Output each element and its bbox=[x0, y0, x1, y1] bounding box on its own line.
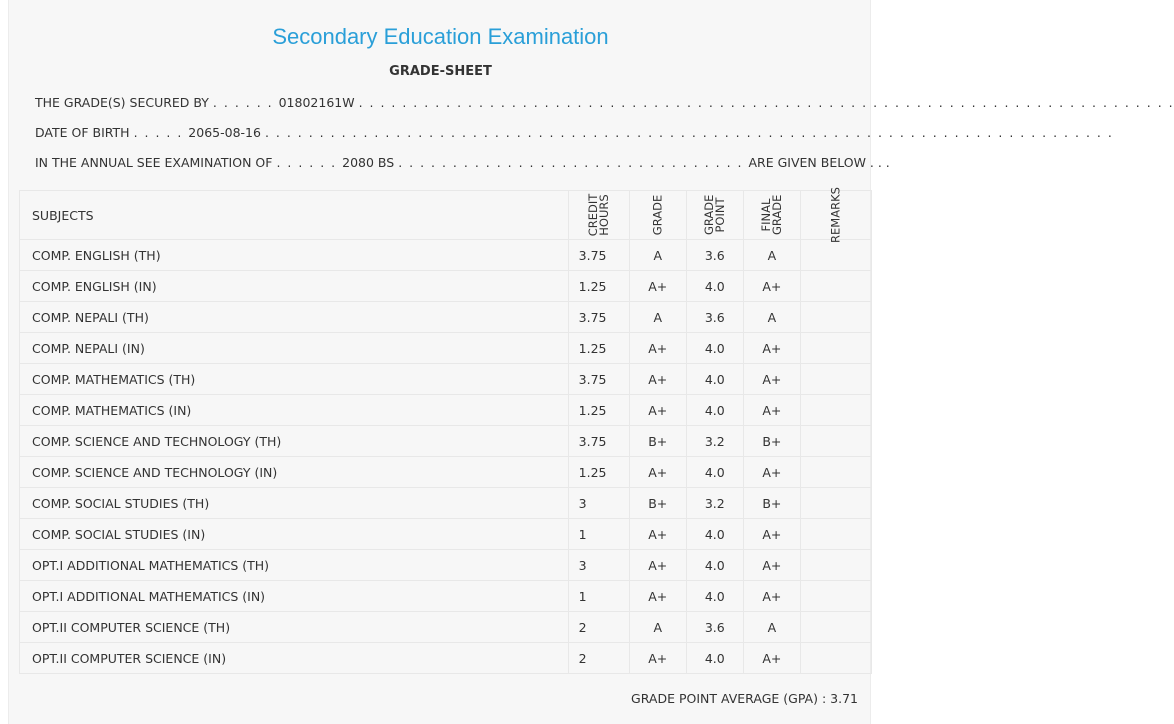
credit-hours-cell: 1.25 bbox=[568, 395, 629, 426]
credit-hours-cell: 1 bbox=[568, 581, 629, 612]
grade-cell: B+ bbox=[629, 488, 686, 519]
grade-sheet bbox=[8, 0, 1174, 724]
page-subtitle: GRADE-SHEET bbox=[389, 64, 492, 79]
subject-cell: COMP. SOCIAL STUDIES (TH) bbox=[20, 488, 569, 519]
remarks-cell bbox=[800, 426, 871, 457]
grade-point-cell: 4.0 bbox=[686, 550, 743, 581]
grade-cell: B+ bbox=[629, 426, 686, 457]
grades-table-body bbox=[20, 240, 872, 674]
final-grade-cell: A bbox=[743, 240, 800, 271]
subject-cell: COMP. MATHEMATICS (IN) bbox=[20, 395, 569, 426]
grade-point-cell: 4.0 bbox=[686, 271, 743, 302]
credit-hours-cell: 3 bbox=[568, 550, 629, 581]
subject-cell: OPT.II COMPUTER SCIENCE (TH) bbox=[20, 612, 569, 643]
grade-point-cell: 4.0 bbox=[686, 581, 743, 612]
gpa-value: 3.71 bbox=[830, 691, 858, 706]
remarks-cell bbox=[800, 550, 871, 581]
subject-cell: COMP. ENGLISH (IN) bbox=[20, 271, 569, 302]
dob-label: DATE OF BIRTH bbox=[35, 125, 130, 140]
credit-hours-cell: 1.25 bbox=[568, 457, 629, 488]
final-grade-cell: A+ bbox=[743, 333, 800, 364]
header-grade-point: GRADE POINT bbox=[686, 191, 743, 240]
grade-point-cell: 4.0 bbox=[686, 643, 743, 674]
credit-hours-cell: 3.75 bbox=[568, 302, 629, 333]
final-grade-cell: A+ bbox=[743, 550, 800, 581]
header-final-grade: FINAL GRADE bbox=[743, 191, 800, 240]
secured-by-label: THE GRADE(S) SECURED BY bbox=[35, 95, 209, 110]
table-row bbox=[20, 457, 872, 488]
exam-suffix: ARE GIVEN BELOW . . . bbox=[748, 155, 890, 170]
table-row bbox=[20, 519, 872, 550]
grades-table bbox=[19, 187, 872, 674]
credit-hours-cell: 3.75 bbox=[568, 364, 629, 395]
subject-cell: COMP. NEPALI (IN) bbox=[20, 333, 569, 364]
table-row bbox=[20, 581, 872, 612]
table-row bbox=[20, 550, 872, 581]
page-title: Secondary Education Examination bbox=[272, 24, 609, 49]
credit-hours-cell: 1.25 bbox=[568, 333, 629, 364]
subject-cell: COMP. ENGLISH (TH) bbox=[20, 240, 569, 271]
grade-point-cell: 3.6 bbox=[686, 612, 743, 643]
remarks-cell bbox=[800, 581, 871, 612]
grade-cell: A+ bbox=[629, 333, 686, 364]
grade-point-cell: 3.2 bbox=[686, 488, 743, 519]
credit-hours-cell: 3 bbox=[568, 488, 629, 519]
remarks-cell bbox=[800, 519, 871, 550]
header-grade: GRADE bbox=[629, 191, 686, 240]
subject-cell: COMP. SCIENCE AND TECHNOLOGY (IN) bbox=[20, 457, 569, 488]
grade-point-cell: 4.0 bbox=[686, 395, 743, 426]
credit-hours-cell: 1.25 bbox=[568, 271, 629, 302]
dob-line: DATE OF BIRTH . . . . . 2065-08-16 . . . . . . . . . . . . . . . . . . . . . . . . . . . . . . . . . . . . . . . . . . . . . . . . . . . . . . . . . . . . . . . . . . . . . . . . . . . . . . bbox=[35, 125, 1114, 140]
header-credit-hours: CREDIT HOURS bbox=[568, 191, 629, 240]
header-remarks: REMARKS bbox=[800, 191, 871, 240]
table-row bbox=[20, 271, 872, 302]
symbol-number: 01802161W bbox=[278, 95, 355, 110]
remarks-cell bbox=[800, 457, 871, 488]
final-grade-cell: A bbox=[743, 612, 800, 643]
remarks-cell bbox=[800, 364, 871, 395]
table-row bbox=[20, 643, 872, 674]
grade-point-cell: 4.0 bbox=[686, 457, 743, 488]
remarks-cell bbox=[800, 271, 871, 302]
final-grade-cell: A+ bbox=[743, 581, 800, 612]
remarks-cell bbox=[800, 333, 871, 364]
final-grade-cell: A+ bbox=[743, 364, 800, 395]
credit-hours-cell: 3.75 bbox=[568, 240, 629, 271]
exam-label: IN THE ANNUAL SEE EXAMINATION OF bbox=[35, 155, 273, 170]
table-row bbox=[20, 302, 872, 333]
grade-cell: A+ bbox=[629, 643, 686, 674]
credit-hours-cell: 2 bbox=[568, 612, 629, 643]
secured-by-line: THE GRADE(S) SECURED BY . . . . . . 01802161W . . . . . . . . . . . . . . . . . . . . . . . . . . . . . . . . . . . . . . . . . . . . . . . . . . . . . . . . . . . . . . . . . . . . . . . . . . . bbox=[35, 95, 1174, 110]
table-row bbox=[20, 426, 872, 457]
subject-cell: OPT.I ADDITIONAL MATHEMATICS (IN) bbox=[20, 581, 569, 612]
exam-year: 2080 BS bbox=[342, 155, 395, 170]
final-grade-cell: A+ bbox=[743, 395, 800, 426]
subject-cell: OPT.I ADDITIONAL MATHEMATICS (TH) bbox=[20, 550, 569, 581]
exam-line: IN THE ANNUAL SEE EXAMINATION OF . . . . . . 2080 BS . . . . . . . . . . . . . . . . . . . . . . . . . . . . . . . . ARE GIVEN BELOW . . . bbox=[35, 155, 890, 170]
table-header-row bbox=[20, 191, 872, 240]
table-row bbox=[20, 240, 872, 271]
credit-hours-cell: 1 bbox=[568, 519, 629, 550]
credit-hours-cell: 2 bbox=[568, 643, 629, 674]
final-grade-cell: A bbox=[743, 302, 800, 333]
grade-cell: A+ bbox=[629, 550, 686, 581]
remarks-cell bbox=[800, 395, 871, 426]
final-grade-cell: A+ bbox=[743, 519, 800, 550]
grade-point-cell: 4.0 bbox=[686, 519, 743, 550]
table-row bbox=[20, 395, 872, 426]
table-row bbox=[20, 488, 872, 519]
grade-cell: A+ bbox=[629, 271, 686, 302]
table-row bbox=[20, 612, 872, 643]
grade-point-cell: 4.0 bbox=[686, 333, 743, 364]
grade-point-cell: 4.0 bbox=[686, 364, 743, 395]
gpa-summary bbox=[631, 691, 858, 706]
grade-cell: A+ bbox=[629, 457, 686, 488]
grade-cell: A+ bbox=[629, 364, 686, 395]
table-row bbox=[20, 364, 872, 395]
grade-cell: A bbox=[629, 240, 686, 271]
subject-cell: OPT.II COMPUTER SCIENCE (IN) bbox=[20, 643, 569, 674]
grade-cell: A bbox=[629, 302, 686, 333]
remarks-cell bbox=[800, 240, 871, 271]
remarks-cell bbox=[800, 612, 871, 643]
grade-point-cell: 3.6 bbox=[686, 302, 743, 333]
remarks-cell bbox=[800, 302, 871, 333]
grade-cell: A+ bbox=[629, 395, 686, 426]
header-subjects: SUBJECTS bbox=[20, 191, 569, 240]
final-grade-cell: A+ bbox=[743, 643, 800, 674]
remarks-cell bbox=[800, 488, 871, 519]
date-of-birth: 2065-08-16 bbox=[188, 125, 261, 140]
final-grade-cell: A+ bbox=[743, 457, 800, 488]
subject-cell: COMP. SCIENCE AND TECHNOLOGY (TH) bbox=[20, 426, 569, 457]
final-grade-cell: B+ bbox=[743, 488, 800, 519]
final-grade-cell: B+ bbox=[743, 426, 800, 457]
credit-hours-cell: 3.75 bbox=[568, 426, 629, 457]
grade-cell: A+ bbox=[629, 519, 686, 550]
subject-cell: COMP. SOCIAL STUDIES (IN) bbox=[20, 519, 569, 550]
table-row bbox=[20, 333, 872, 364]
subject-cell: COMP. NEPALI (TH) bbox=[20, 302, 569, 333]
remarks-cell bbox=[800, 643, 871, 674]
subject-cell: COMP. MATHEMATICS (TH) bbox=[20, 364, 569, 395]
grade-point-cell: 3.6 bbox=[686, 240, 743, 271]
grade-point-cell: 3.2 bbox=[686, 426, 743, 457]
grade-cell: A bbox=[629, 612, 686, 643]
final-grade-cell: A+ bbox=[743, 271, 800, 302]
gpa-label: GRADE POINT AVERAGE (GPA) : bbox=[631, 691, 827, 706]
grade-cell: A+ bbox=[629, 581, 686, 612]
